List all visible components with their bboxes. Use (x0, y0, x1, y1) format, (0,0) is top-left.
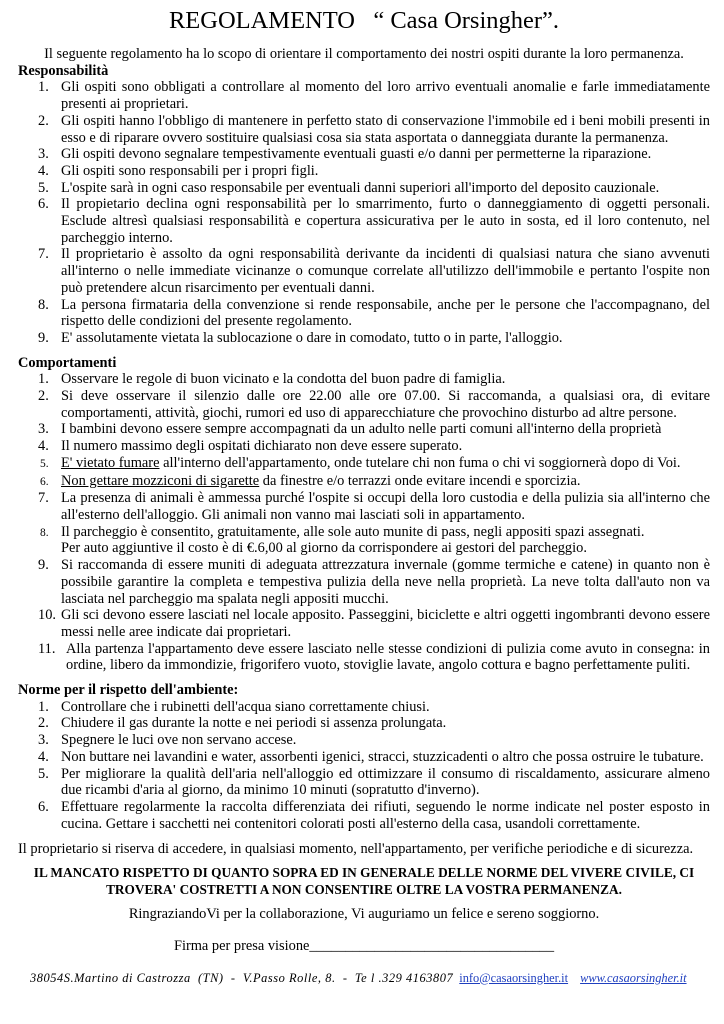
rule-emphasis: E' vietato fumare (61, 454, 160, 471)
rule-item (18, 732, 710, 749)
rule-item (18, 699, 710, 716)
rule-text (61, 473, 710, 490)
rule-text: Si deve osservare il silenzio dalle ore 22.00 alle ore 07.00. Si raccomanda, a qualsiasi ora, di evitare comportamenti, attività, giochi, rumori ed uso di apparecchiature che provochino disturbo ad altre persone. (61, 388, 710, 421)
rule-text (61, 524, 710, 557)
rule-text-rest: da finestre e/o terrazzi onde evitare incendi e sporcizia. (259, 472, 581, 489)
section-comportamenti (18, 355, 710, 674)
rule-text (61, 455, 710, 472)
rule-item (18, 297, 710, 330)
rule-number: 9. (38, 329, 49, 346)
rule-number: 10. (38, 607, 56, 624)
rule-item (18, 196, 710, 246)
rule-text: Controllare che i rubinetti dell'acqua siano correttamente chiusi. (61, 698, 430, 715)
rule-text-line: Per auto aggiuntive il costo è di €.6,00 al giorno da corrispondere ai gestori del parcheggio. (61, 540, 587, 557)
rule-text: Gli ospiti sono obbligati a controllare al momento del loro arrivo eventuali anomalie e farle immediatamente presenti ai proprietari. (61, 79, 710, 113)
rule-text: L'ospite sarà in ogni caso responsabile per eventuali danni superiori all'importo del deposito cauzionale. (61, 179, 660, 196)
section-responsabilita (18, 63, 710, 347)
rule-number: 5. (40, 457, 49, 470)
signature-label: Firma per presa visione (173, 938, 310, 955)
rule-item (18, 421, 710, 438)
rule-number: 4. (38, 438, 49, 455)
rule-number: 7. (38, 490, 49, 507)
rule-number: 6. (40, 475, 49, 488)
footer-address: 38054S.Martino di Castrozza (TN) - V.Passo Rolle, 8. - Te l .329 4163807 (30, 970, 454, 985)
section-heading: Comportamenti (18, 354, 117, 371)
rule-number: 9. (38, 557, 49, 574)
rule-item (18, 490, 710, 523)
rule-text: I bambini devono essere sempre accompagnati da un adulto nelle parti comuni all'interno della proprietà (61, 421, 662, 438)
rule-item (18, 113, 710, 146)
rule-number: 7. (38, 246, 49, 263)
rule-number: 3. (38, 732, 49, 749)
rule-text: Il propietario declina ogni responsabilità per lo smarrimento, furto o danneggiamento di oggetti personali. Esclude altresì qualsiasi responsabilità e copertura assicurativa per le auto in sosta, ed il loro contenuto, nel parcheggio interno. (61, 196, 710, 246)
rule-text: Gli ospiti sono responsabili per i propri figli. (61, 162, 319, 179)
rule-item (18, 524, 710, 557)
rule-number: 6. (38, 798, 49, 815)
closing-note: Il proprietario si riserva di accedere, in qualsiasi momento, nell'appartamento, per verifiche periodiche e di sicurezza. (18, 841, 694, 858)
rule-text: Si raccomanda di essere muniti di adeguata attrezzatura invernale (gomme termiche e catene) in quanto non è possibile garantire la completa e tempestiva pulizia della neve nella proprietà. La neve tolta dall'auto non va lasciata nel parcheggio ma spalata negli appositi mucchi. (61, 557, 710, 607)
rule-item (18, 473, 710, 491)
rule-text: Non buttare nei lavandini e water, assorbenti igenici, stracci, stuzzicadenti o altro che possa ostruire le tubature. (61, 748, 704, 765)
rule-item (18, 438, 710, 455)
rule-number: 4. (38, 162, 49, 179)
rule-text: Osservare le regole di buon vicinato e la condotta del buon padre di famiglia. (61, 371, 506, 388)
rule-number: 3. (38, 146, 49, 163)
rule-text-line: Il parcheggio è consentito, gratuitamente, alle sole auto munite di pass, negli appositi spazi assegnati. (61, 523, 645, 540)
rule-text: Gli ospiti devono segnalare tempestivamente eventuali guasti e/o danni per permetterne la riparazione. (61, 146, 652, 163)
rule-item (18, 163, 710, 180)
section-heading: Norme per il rispetto dell'ambiente: (18, 682, 239, 699)
footer-website-link[interactable]: www.casaorsingher.it (580, 970, 687, 985)
warning-notice: IL MANCATO RISPETTO DI QUANTO SOPRA ED IN GENERALE DELLE NORME DEL VIVERE CIVILE, CI TROVERA' COSTRETTI A NON CONSENTIRE OLTRE LA VOSTRA PERMANENZA. (33, 865, 695, 897)
rule-item (18, 749, 710, 766)
rule-item (18, 455, 710, 473)
rule-number: 3. (38, 421, 49, 438)
intro-text: Il seguente regolamento ha lo scopo di orientare il comportamento dei nostri ospiti durante la loro permanenza. (44, 46, 684, 62)
rule-text: Il numero massimo degli ospitati dichiarato non deve essere superato. (61, 438, 463, 455)
signature-block (18, 938, 710, 955)
rule-item (18, 607, 710, 640)
rule-item (18, 330, 710, 347)
rule-item (18, 388, 710, 421)
rule-item (18, 146, 710, 163)
rule-text: Il proprietario è assolto da ogni responsabilità derivante da incidenti di qualsiasi natura che siano avvenuti all'interno o nelle immediate vicinanze o comunque correlate all'utilizzo dell'immobile e pertanto l'ospite non può pretendere alcun risarcimento per eventuali danni. (61, 246, 710, 296)
section-heading: Responsabilità (18, 62, 109, 79)
signature-line: __________________________________ (309, 938, 555, 955)
rule-item (18, 246, 710, 296)
rule-item (18, 766, 710, 799)
rule-item (18, 79, 710, 112)
rule-number: 5. (38, 765, 49, 782)
rule-text: Effettuare regolarmente la raccolta differenziata dei rifiuti, seguendo le norme indicate nel poster esposto in cucina. Gettare i sacchetti nei contenitori colorati posti all'esterno della casa, usandoli correttamente. (61, 798, 710, 832)
rule-item (18, 557, 710, 607)
rule-item (18, 180, 710, 197)
rule-item (18, 799, 710, 832)
rule-text: Spegnere le luci ove non servano accese. (61, 732, 297, 749)
thanks-message: RingraziandoVi per la collaborazione, Vi auguriamo un felice e sereno soggiorno. (128, 906, 600, 923)
section-norme-ambiente (18, 682, 710, 832)
footer (30, 970, 710, 987)
rule-item (18, 715, 710, 732)
rule-text: Chiudere il gas durante la notte e nei periodi si assenza prolungata. (61, 715, 447, 732)
rule-item (18, 641, 710, 674)
footer-email-link[interactable]: info@casaorsingher.it (459, 970, 569, 985)
rule-number: 2. (38, 388, 49, 405)
rule-number: 11. (38, 640, 56, 657)
rule-text: E' assolutamente vietata la sublocazione o dare in comodato, tutto o in parte, l'alloggio. (61, 329, 563, 346)
rule-number: 8. (40, 526, 49, 539)
rule-text: Per migliorare la qualità dell'aria nell'alloggio ed ottimizzare il consumo di riscaldamento, assicurare almeno due ricambi d'aria al giorno, da minimo 10 minuti (sopratutto d'inverno). (61, 765, 710, 799)
rule-item (18, 371, 710, 388)
rule-text: Gli sci devono essere lasciati nel locale apposito. Passeggini, biciclette e altri oggetti ingombranti devono essere messi nelle aree indicate dai proprietari. (61, 607, 710, 640)
page-title: REGOLAMENTO “ Casa Orsingher”. (168, 7, 560, 34)
rule-number: 1. (38, 79, 49, 96)
rule-number: 8. (38, 296, 49, 313)
rule-number: 6. (38, 196, 49, 213)
rule-emphasis: Non gettare mozziconi di sigarette (61, 472, 260, 489)
rule-number: 2. (38, 112, 49, 129)
rule-text: Gli ospiti hanno l'obbligo di mantenere in perfetto stato di conservazione l'immobile ed i beni mobili presenti in esso e di riparare ovvero sostituire qualsiasi cosa sia stata asportata o danneggiata durante la permanenza. (61, 112, 710, 146)
rule-number: 1. (38, 371, 49, 388)
rule-text: La presenza di animali è ammessa purché l'ospite si occupi della loro custodia e della pulizia sia all'interno che all'esterno dell'alloggio. Gli animali non vanno mai lasciati soli in appartamento. (61, 490, 710, 523)
rule-number: 2. (38, 715, 49, 732)
rule-text: La persona firmataria della convenzione si rende responsabile, anche per le persone che l'accompagnano, del rispetto delle condizioni del presente regolamento. (61, 296, 710, 330)
rule-number: 1. (38, 698, 49, 715)
rule-text-rest: all'interno dell'appartamento, onde tutelare chi non fuma o chi vi soggiornerà dopo di Voi. (159, 454, 681, 471)
rule-text: Alla partenza l'appartamento deve essere lasciato nelle stesse condizioni di pulizia come avuto in consegna: in ordine, libero da immondizie, frigorifero vuoto, stoviglie lavate, angolo cottura e bagno perfettamente puliti. (66, 640, 710, 674)
rule-number: 5. (38, 179, 49, 196)
rule-number: 4. (38, 748, 49, 765)
